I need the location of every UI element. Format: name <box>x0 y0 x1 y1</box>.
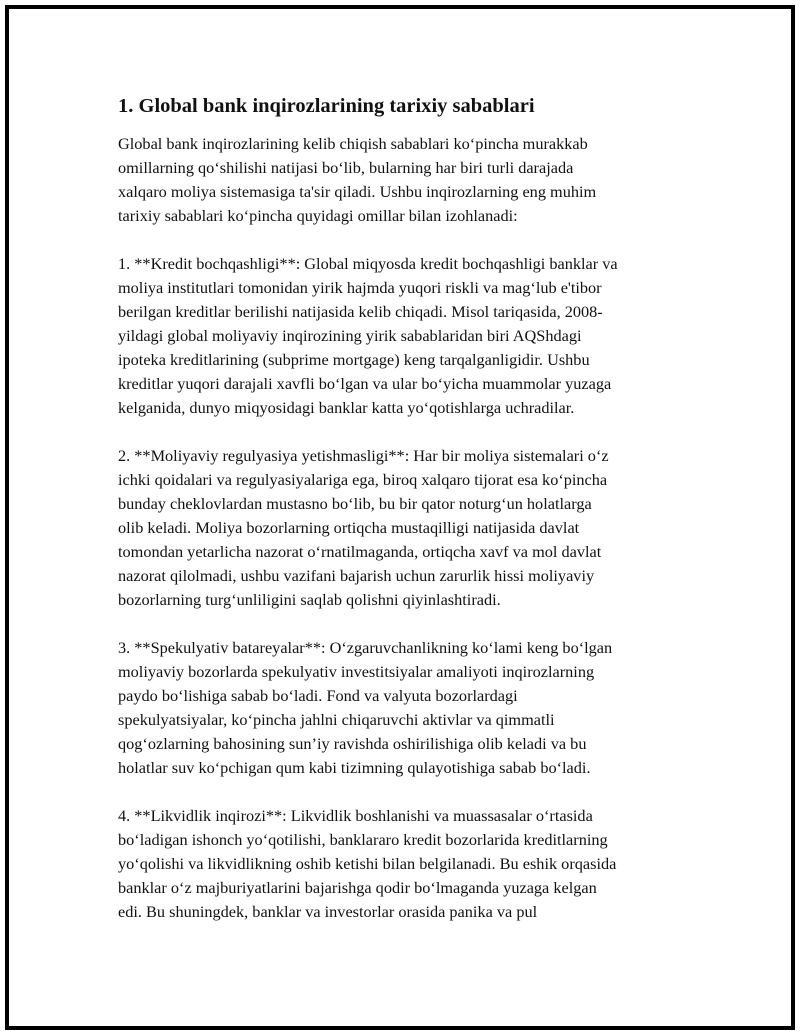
paragraph-moliyaviy-regulyasiya: 2. **Moliyaviy regulyasiya yetishmasligi**: Har bir moliya sistemalari oʻz ichki qoidalari va regulyasiyalariga ega, biroq xalqaro tijorat esa koʻpincha bunday cheklovlardan mustasno boʻlib, bu bir qator noturgʻun holatlarga olib keladi. Moliya bozorlarning ortiqcha mustaqilligi natijasida davlat tomondan yetarlicha nazorat oʻrnatilmaganda, ortiqcha xavf va mol davlat nazorat qilolmadi, ushbu vazifani bajarish uchun zarurlik hissi moliyaviy bozorlarning turgʻunliligini saqlab qolishni qiyinlashtiradi. <box>118 446 609 609</box>
intro-paragraph: Global bank inqirozlarining kelib chiqish sabablari koʻpincha murakkab omillarning qoʻshilishi natijasi boʻlib, bularning har biri turli darajada xalqaro moliya sistemasiga ta'sir qiladi. Ushbu inqirozlarning eng muhim tarixiy sabablari koʻpincha quyidagi omillar bilan izohlanadi: <box>118 134 597 225</box>
paragraph-likvidlik-inqirozi: 4. **Likvidlik inqirozi**: Likvidlik boshlanishi va muassasalar oʻrtasida boʻladigan ishonch yoʻqotilishi, banklararo kredit bozorlarida kreditlarning yoʻqolishi va likvidlikning oshib ketishi bilan belgilanadi. Bu eshik orqasida banklar oʻz majburiyatlarini bajarishga qodir boʻlmaganda yuzaga kelgan edi. Bu shuningdek, banklar va investorlar orasida panika va pul <box>118 806 617 921</box>
paragraph-spekulyativ-batareyalar: 3. **Spekulyativ batareyalar**: Oʻzgaruvchanlikning koʻlami keng boʻlgan moliyaviy bozorlarda spekulyativ investitsiyalar amaliyoti inqirozlarning paydo boʻlishiga sabab boʻladi. Fond va valyuta bozorlardagi spekulyatsiyalar, koʻpincha jahlni chiqaruvchi aktivlar va qimmatli qogʻozlarning bahosining sunʼiy ravishda oshirilishiga olib keladi va bu holatlar suv koʻpchigan qum kabi tizimning qulayotishiga sabab boʻladi. <box>118 638 613 777</box>
paragraph-kredit-bochqashligi: 1. **Kredit bochqashligi**: Global miqyosda kredit bochqashligi banklar va moliya institutlari tomonidan yirik hajmda yuqori riskli va magʻlub e'tibor berilgan kreditlar berilishi natijasida kelib chiqadi. Misol tariqasida, 2008- yildagi global moliyaviy inqirozining yirik sabablaridan biri AQShdagi ipoteka kreditlarining (subprime mortgage) keng tarqalganligidir. Ushbu kreditlar yuqori darajali xavfli boʻlgan va ular boʻyicha muammolar yuzaga kelganida, dunyo miqyosidagi banklar katta yoʻqotishlarga uchradilar. <box>118 254 618 417</box>
document-body <box>118 92 693 948</box>
section-heading: 1. Global bank inqirozlarining tarixiy sabablari <box>118 95 535 117</box>
